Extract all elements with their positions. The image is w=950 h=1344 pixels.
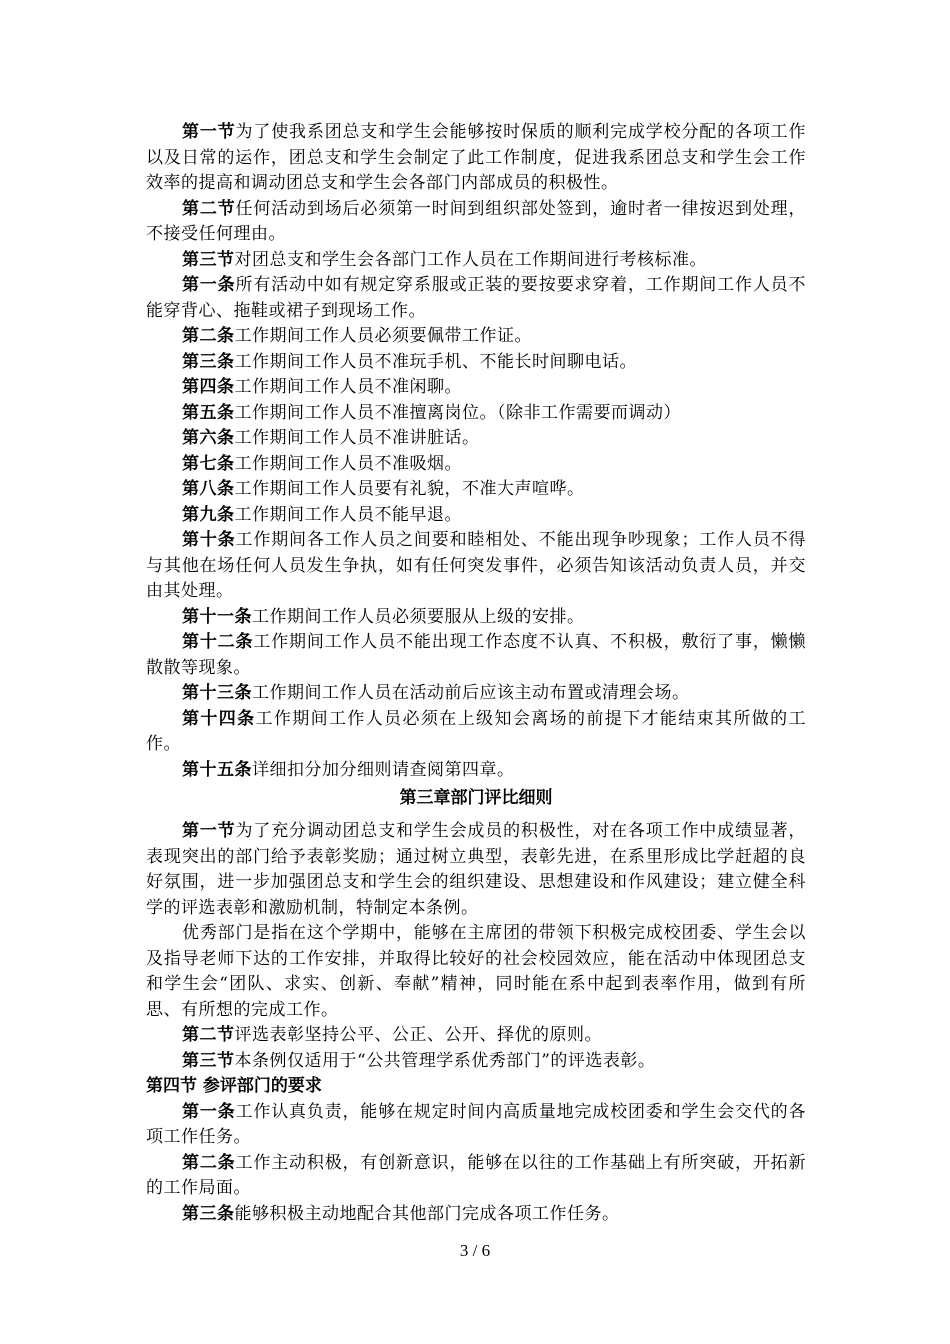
clause-text: 评选表彰坚持公平、公正、公开、择优的原则。	[234, 1025, 602, 1045]
clause-label: 第九条	[182, 504, 235, 525]
clause-label: 第二节	[182, 1025, 235, 1045]
clause-text: 工作期间工作人员不准玩手机、不能长时间聊电话。	[234, 351, 637, 372]
paragraph	[146, 921, 806, 1023]
paragraph	[146, 1023, 806, 1049]
chapter-title: 第三章部门评比细则	[399, 788, 553, 808]
clause-label: 第一节	[182, 821, 236, 841]
clause-text: 工作期间工作人员不准擅离岗位。（除非工作需要而调动）	[234, 402, 681, 423]
clause-text: 为了充分调动团总支和学生会成员的积极性，对在各项工作中成绩显著，表现突出的部门给予表彰奖励；通过树立典型，表彰先进，在系里形成比学赶超的良好氛围，进一步加强团总支和学生会的组织建设、思想建设和作风建设；建立健全科学的评选表彰和激励机制，特制定本条例。	[146, 821, 806, 918]
clause-text: 详细扣分加分细则请查阅第四章。	[252, 759, 515, 780]
clause-label: 第三节	[182, 1050, 235, 1071]
clause-label: 第八条	[182, 479, 235, 499]
clause-text: 工作期间工作人员不准闲聊。	[234, 377, 462, 397]
clause-label: 第一条	[182, 1101, 236, 1122]
clause-text: 工作期间工作人员不能早退。	[234, 504, 462, 525]
paragraph	[146, 1151, 806, 1202]
paragraph	[146, 248, 806, 274]
clause-label: 第一条	[182, 275, 236, 295]
clause-text: 工作期间工作人员要有礼貌，不准大声喧哗。	[234, 479, 585, 499]
clause-text: 工作期间工作人员不准吸烟。	[234, 453, 462, 474]
clause-text: 优秀部门是指在这个学期中，能够在主席团的带领下积极完成校团委、学生会以及指导老师下达的工作安排，并取得比较好的社会校园效应，能在活动中体现团总支和学生会“团队、求实、创新、奉献”精神，同时能在系中起到表率作用，做到有所思、有所想的完成工作。	[146, 923, 806, 1020]
clause-text: 为了使我系团总支和学生会能够按时保质的顺利完成学校分配的各项工作以及日常的运作，团总支和学生会制定了此工作制度，促进我系团总支和学生会工作效率的提高和调动团总支和学生会各部门内部成员的积极性。	[146, 122, 806, 193]
paragraph	[146, 120, 806, 197]
clause-label: 第十四条	[182, 708, 256, 729]
clause-label: 第六条	[182, 428, 235, 448]
paragraph	[146, 819, 806, 921]
clause-label: 第十一条	[182, 606, 252, 627]
paragraph	[146, 273, 806, 324]
clause-label: 第三条	[182, 351, 235, 372]
clause-label: 第五条	[182, 402, 235, 423]
clause-label: 第三条	[182, 1203, 235, 1224]
paragraph	[146, 758, 806, 784]
paragraph	[146, 350, 806, 376]
clause-label: 第一节	[182, 122, 236, 142]
paragraph	[146, 1100, 806, 1151]
clause-text: 对团总支和学生会各部门工作人员在工作期间进行考核标准。	[234, 249, 707, 270]
clause-text: 工作认真负责，能够在规定时间内高质量地完成校团委和学生会交代的各项工作任务。	[146, 1101, 806, 1147]
paragraph	[146, 681, 806, 707]
clause-label: 第二条	[182, 1152, 236, 1173]
clause-label: 第十五条	[182, 759, 252, 780]
clause-label: 第十条	[182, 530, 236, 550]
paragraph	[146, 503, 806, 529]
paragraph	[146, 452, 806, 478]
clause-label: 第三节	[182, 249, 235, 270]
paragraph	[146, 630, 806, 681]
clause-text: 能够积极主动地配合其他部门完成各项工作任务。	[234, 1203, 620, 1224]
clause-text: 工作期间工作人员必须在上级知会离场的前提下才能结束其所做的工作。	[146, 708, 806, 754]
clause-label: 第十二条	[182, 632, 254, 652]
paragraph	[146, 605, 806, 631]
clause-text: 工作期间工作人员必须要佩带工作证。	[234, 326, 532, 346]
section-work-rules	[146, 120, 806, 783]
paragraph	[146, 375, 806, 401]
section-heading: 第四节 参评部门的要求	[146, 1076, 322, 1096]
clause-text: 工作期间工作人员必须要服从上级的安排。	[252, 606, 585, 627]
paragraph	[146, 1202, 806, 1228]
paragraph	[146, 707, 806, 758]
paragraph	[146, 197, 806, 248]
section-requirements	[146, 1100, 806, 1228]
section-department-evaluation	[146, 819, 806, 1074]
clause-label: 第七条	[182, 453, 235, 474]
clause-label: 第二条	[182, 326, 235, 346]
paragraph	[146, 401, 806, 427]
clause-text: 工作期间工作人员不能出现工作态度不认真、不积极，敷衍了事，懒懒散散等现象。	[146, 632, 807, 678]
clause-text: 工作主动积极，有创新意识，能够在以往的工作基础上有所突破，开拓新的工作局面。	[146, 1152, 806, 1198]
clause-text: 工作期间工作人员在活动前后应该主动布置或清理会场。	[252, 683, 690, 703]
clause-label: 第四条	[182, 377, 235, 397]
clause-text: 本条例仅适用于“公共管理学系优秀部门”的评选表彰。	[234, 1050, 656, 1071]
clause-text: 所有活动中如有规定穿系服或正装的要按要求穿着，工作期间工作人员不能穿背心、拖鞋或裙子到现场工作。	[146, 275, 806, 321]
clause-text: 工作期间工作人员不准讲脏话。	[234, 428, 480, 448]
document-body	[146, 120, 806, 1227]
paragraph	[146, 528, 806, 605]
clause-label: 第十三条	[182, 683, 252, 703]
clause-text: 任何活动到场后必须第一时间到组织部处签到，逾时者一律按迟到处理，不接受任何理由。	[146, 198, 806, 244]
paragraph	[146, 1049, 806, 1075]
clause-text: 工作期间各工作人员之间要和睦相处、不能出现争吵现象；工作人员不得与其他在场任何人员发生争执，如有任何突发事件，必须告知该活动负责人员，并交由其处理。	[146, 530, 806, 601]
clause-label: 第二节	[182, 198, 236, 219]
paragraph	[146, 477, 806, 503]
paragraph	[146, 324, 806, 350]
page-number: 3 / 6	[459, 1241, 491, 1260]
paragraph	[146, 426, 806, 452]
